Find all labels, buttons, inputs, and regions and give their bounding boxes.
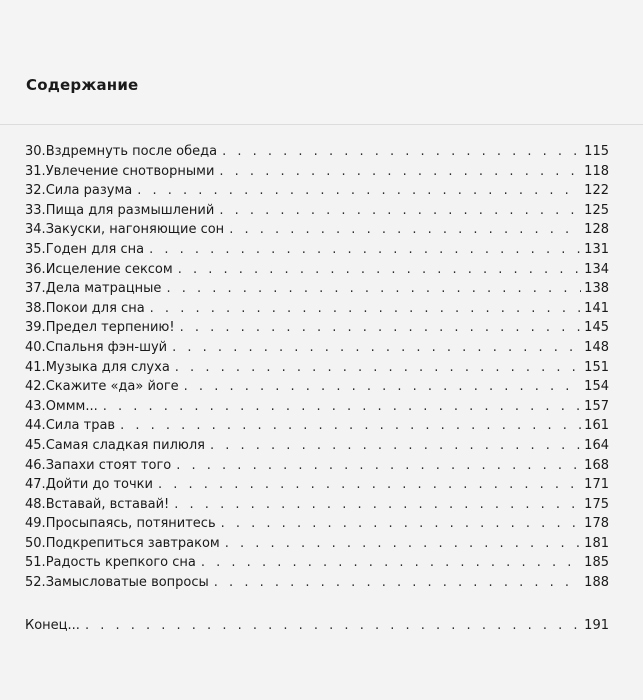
toc-entry-page: 178 xyxy=(584,516,609,532)
dot-leader xyxy=(219,162,581,182)
toc-entry[interactable] xyxy=(25,279,609,299)
toc-entry-page: 118 xyxy=(584,163,609,179)
toc-entry-page: 164 xyxy=(584,437,609,453)
toc-entry-page: 128 xyxy=(584,222,609,238)
dot-leader xyxy=(180,318,582,338)
toc-entry-number: 34. xyxy=(25,222,46,238)
toc-entry[interactable] xyxy=(25,318,609,338)
toc-entry-title: Сила трав xyxy=(45,418,116,434)
toc-entry-title: Запахи стоят того xyxy=(45,457,172,473)
toc-entry-title: Закуски, нагоняющие сон xyxy=(45,222,225,238)
toc-entry-number: 35. xyxy=(25,241,46,257)
toc-entry-number: 40. xyxy=(25,339,46,355)
toc-entry[interactable] xyxy=(25,436,609,456)
toc-entry-title: Спальня фэн-шуй xyxy=(45,339,168,355)
toc-entry-page: 188 xyxy=(584,575,609,591)
toc-entry-page: 125 xyxy=(584,202,609,218)
page-title: Содержание xyxy=(26,76,139,94)
toc-entry-page: 138 xyxy=(584,281,609,297)
toc-entry-title: Исцеление сексом xyxy=(45,261,173,277)
dot-leader xyxy=(166,279,581,299)
toc-entry-number: 51. xyxy=(25,555,46,571)
dot-leader xyxy=(201,553,581,573)
dot-leader xyxy=(225,534,581,554)
toc-entry-page: 185 xyxy=(584,555,609,571)
toc-entry-number: 44. xyxy=(25,418,46,434)
toc-entry-page: 191 xyxy=(584,618,609,633)
dot-leader xyxy=(120,416,581,436)
toc-entry[interactable] xyxy=(25,495,609,515)
toc-entry[interactable] xyxy=(25,534,609,554)
page-header xyxy=(0,0,643,124)
toc-entry-page: 157 xyxy=(584,398,609,414)
toc-entry-title: Просыпаясь, потянитесь xyxy=(45,516,216,532)
toc-entry[interactable] xyxy=(25,514,609,534)
toc-entry-number: 38. xyxy=(25,300,46,316)
dot-leader xyxy=(150,299,582,319)
toc-entry-title: Замысловатые вопросы xyxy=(45,575,209,591)
toc-entry-number: 45. xyxy=(25,437,46,453)
toc-entry[interactable] xyxy=(25,162,609,182)
toc-entry[interactable] xyxy=(25,240,609,260)
toc-entry-title: Годен для сна xyxy=(45,241,145,257)
toc-entry-number: 47. xyxy=(25,477,46,493)
toc-entry-number: 41. xyxy=(25,359,46,375)
dot-leader xyxy=(229,220,581,240)
toc-entry[interactable] xyxy=(25,475,609,495)
toc-entry-page: 122 xyxy=(584,183,609,199)
toc-entry[interactable] xyxy=(25,358,609,378)
toc-final-entry[interactable] xyxy=(25,616,609,636)
dot-leader xyxy=(149,240,581,260)
toc-entry-title: Скажите «да» йоге xyxy=(45,379,179,395)
toc-entry-page: 115 xyxy=(584,144,609,159)
toc-entry[interactable] xyxy=(25,553,609,573)
toc-entry-page: 134 xyxy=(584,261,609,277)
dot-leader xyxy=(137,181,581,201)
dot-leader xyxy=(178,260,581,280)
toc-entry-title: Оммм... xyxy=(45,398,98,414)
toc-entry-title: Подкрепиться завтраком xyxy=(45,535,220,551)
dot-leader xyxy=(158,475,581,495)
toc-entry[interactable] xyxy=(25,220,609,240)
toc-entry-number: 48. xyxy=(25,496,46,512)
toc-entry-title: Конец... xyxy=(25,618,80,633)
dot-leader xyxy=(219,201,581,221)
toc-entry[interactable] xyxy=(25,299,609,319)
toc-entry[interactable] xyxy=(25,573,609,593)
toc-entry-title: Пища для размышлений xyxy=(45,202,215,218)
toc-entry[interactable] xyxy=(25,260,609,280)
toc-entry-number: 50. xyxy=(25,535,46,551)
toc-entry-page: 145 xyxy=(584,320,609,336)
toc-entry-title: Предел терпению! xyxy=(45,320,175,336)
toc-entry-page: 148 xyxy=(584,339,609,355)
toc-entry-title: Сила разума xyxy=(45,183,133,199)
toc-entry-page: 154 xyxy=(584,379,609,395)
toc-entry-title: Радость крепкого сна xyxy=(45,555,196,571)
toc-entry-title: Покои для сна xyxy=(45,300,145,316)
toc-entry-number: 43. xyxy=(25,398,46,414)
dot-leader xyxy=(85,616,581,636)
toc-entry-title: Самая сладкая пилюля xyxy=(45,437,205,453)
toc-entry-number: 36. xyxy=(25,261,46,277)
toc-entry-number: 52. xyxy=(25,575,46,591)
dot-leader xyxy=(214,573,581,593)
toc-entry-number: 37. xyxy=(25,281,46,297)
dot-leader xyxy=(174,495,581,515)
dot-leader xyxy=(176,456,581,476)
toc-entry-title: Музыка для слуха xyxy=(45,359,170,375)
toc-entry-number: 30. xyxy=(25,144,46,159)
dot-leader xyxy=(210,436,581,456)
toc-entry-number: 46. xyxy=(25,457,46,473)
toc-entry[interactable] xyxy=(25,338,609,358)
toc-entry[interactable] xyxy=(25,456,609,476)
dot-leader xyxy=(222,142,581,162)
toc-entry-page: 168 xyxy=(584,457,609,473)
toc-entry-page: 175 xyxy=(584,496,609,512)
dot-leader xyxy=(184,377,582,397)
toc-entry-page: 181 xyxy=(584,535,609,551)
toc-entry-page: 141 xyxy=(584,300,609,316)
toc-entry-number: 42. xyxy=(25,379,46,395)
toc-entry-number: 31. xyxy=(25,163,46,179)
toc-entry-page: 131 xyxy=(584,241,609,257)
table-of-contents xyxy=(25,142,609,593)
toc-entry-title: Дойти до точки xyxy=(45,477,153,493)
toc-entry[interactable] xyxy=(25,201,609,221)
toc-entry-number: 32. xyxy=(25,183,46,199)
toc-entry-title: Вставай, вставай! xyxy=(45,496,170,512)
toc-entry-title: Увлечение снотворными xyxy=(45,163,215,179)
toc-entry[interactable] xyxy=(25,142,609,162)
toc-entry-title: Вздремнуть после обеда xyxy=(45,144,218,159)
toc-entry[interactable] xyxy=(25,377,609,397)
toc-entry-title: Дела матрацные xyxy=(45,281,162,297)
dot-leader xyxy=(172,338,581,358)
toc-entry-number: 39. xyxy=(25,320,46,336)
dot-leader xyxy=(221,514,582,534)
toc-entry-number: 33. xyxy=(25,202,46,218)
toc-entry[interactable] xyxy=(25,181,609,201)
toc-entry[interactable] xyxy=(25,397,609,417)
toc-entry-page: 151 xyxy=(584,359,609,375)
toc-entry-number: 49. xyxy=(25,516,46,532)
dot-leader xyxy=(175,358,581,378)
dot-leader xyxy=(103,397,581,417)
toc-entry-page: 161 xyxy=(584,418,609,434)
toc-entry[interactable] xyxy=(25,416,609,436)
toc-entry-page: 171 xyxy=(584,477,609,493)
